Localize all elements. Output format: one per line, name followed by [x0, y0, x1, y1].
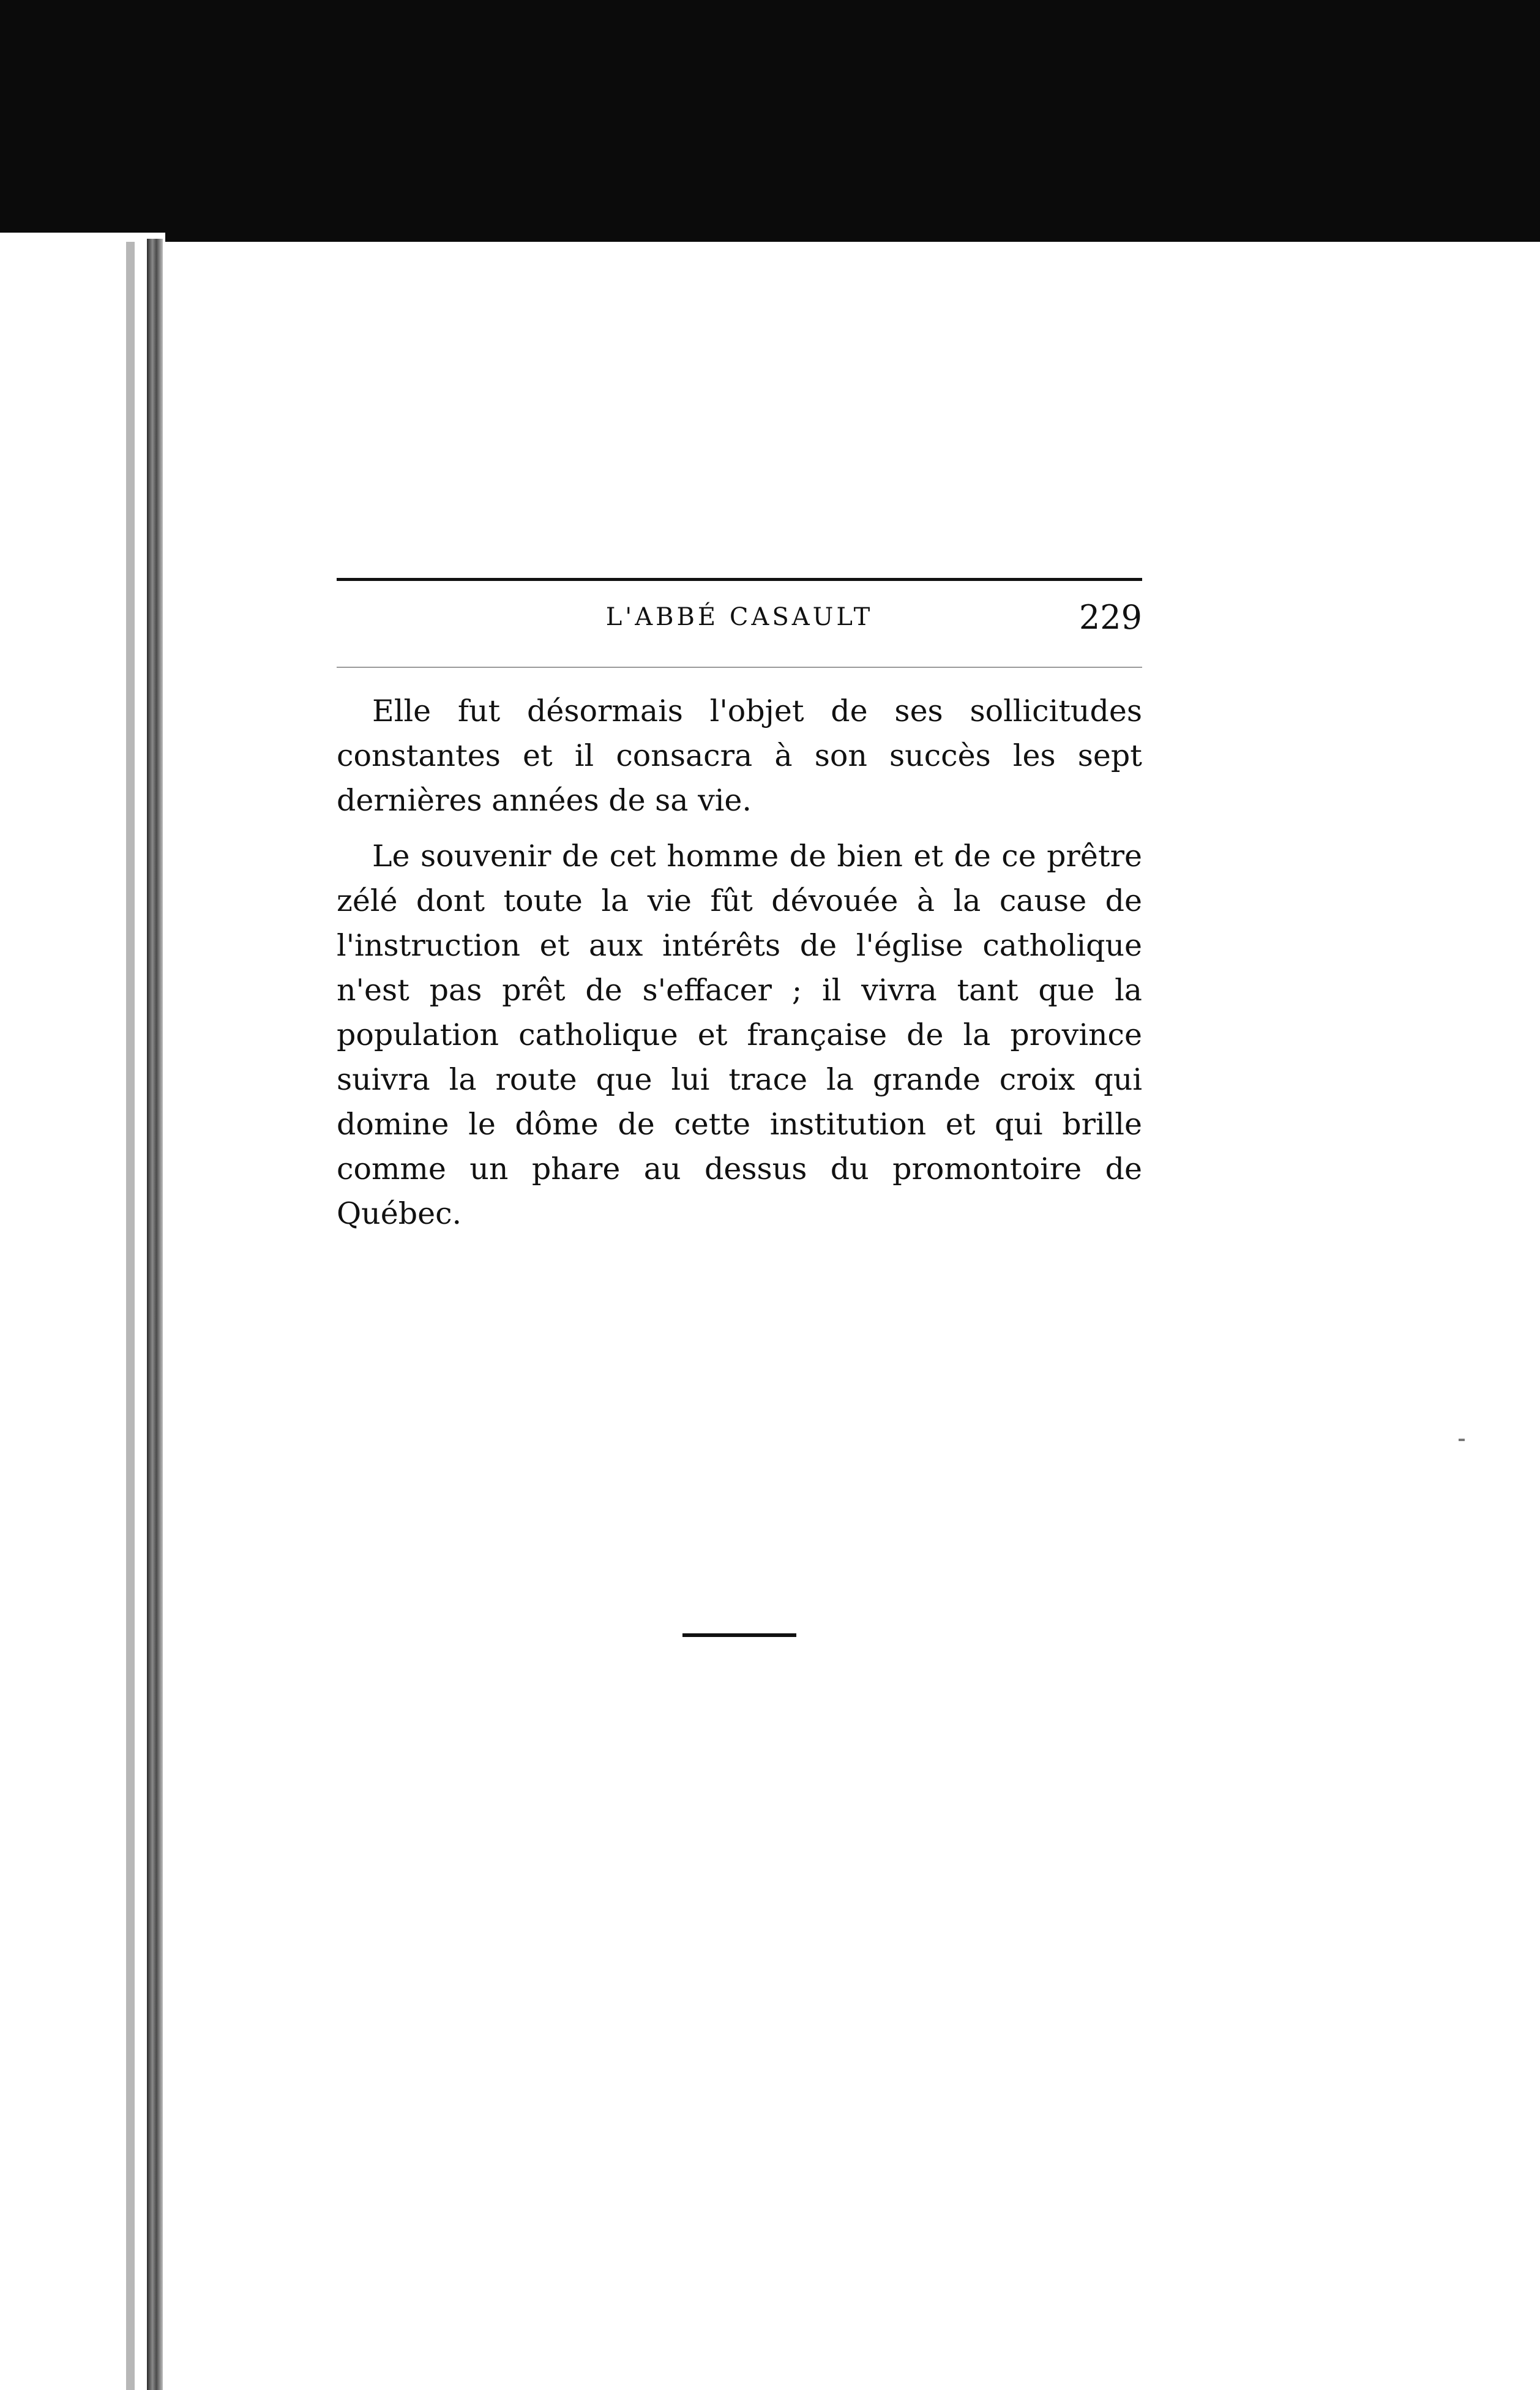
end-of-chapter-rule — [682, 1633, 796, 1637]
running-head — [337, 598, 1142, 646]
paragraph: Le souvenir de cet homme de bien et de ce prêtre zélé dont toute la vie fût dévouée à la cause de l'instruction et aux intérêts de l'église catholique n'est pas prêt de s'effacer ; il vivra tant que la population catholique et française de la province suivra la route que lui trace la grande croix qui domine le dôme de cette institution et qui brille comme un phare au dessus du promontoire de Québec. — [337, 839, 1142, 1231]
running-title: L'ABBÉ CASAULT — [605, 603, 873, 631]
body-text — [337, 689, 1142, 1247]
header-top-rule — [337, 578, 1142, 581]
page-edge-shadow — [126, 242, 135, 2390]
scan-speck — [1459, 1439, 1465, 1441]
book-page — [165, 242, 1540, 2390]
scanner-background — [0, 0, 1540, 242]
paragraph: Elle fut désormais l'objet de ses sollicitudes constantes et il consacra à son succès les sept dernières années de sa vie. — [337, 694, 1142, 818]
header-bottom-rule — [337, 667, 1142, 668]
book-binding-area — [0, 233, 165, 2390]
page-number: 229 — [1078, 598, 1142, 637]
book-spine-edge — [147, 239, 163, 2390]
